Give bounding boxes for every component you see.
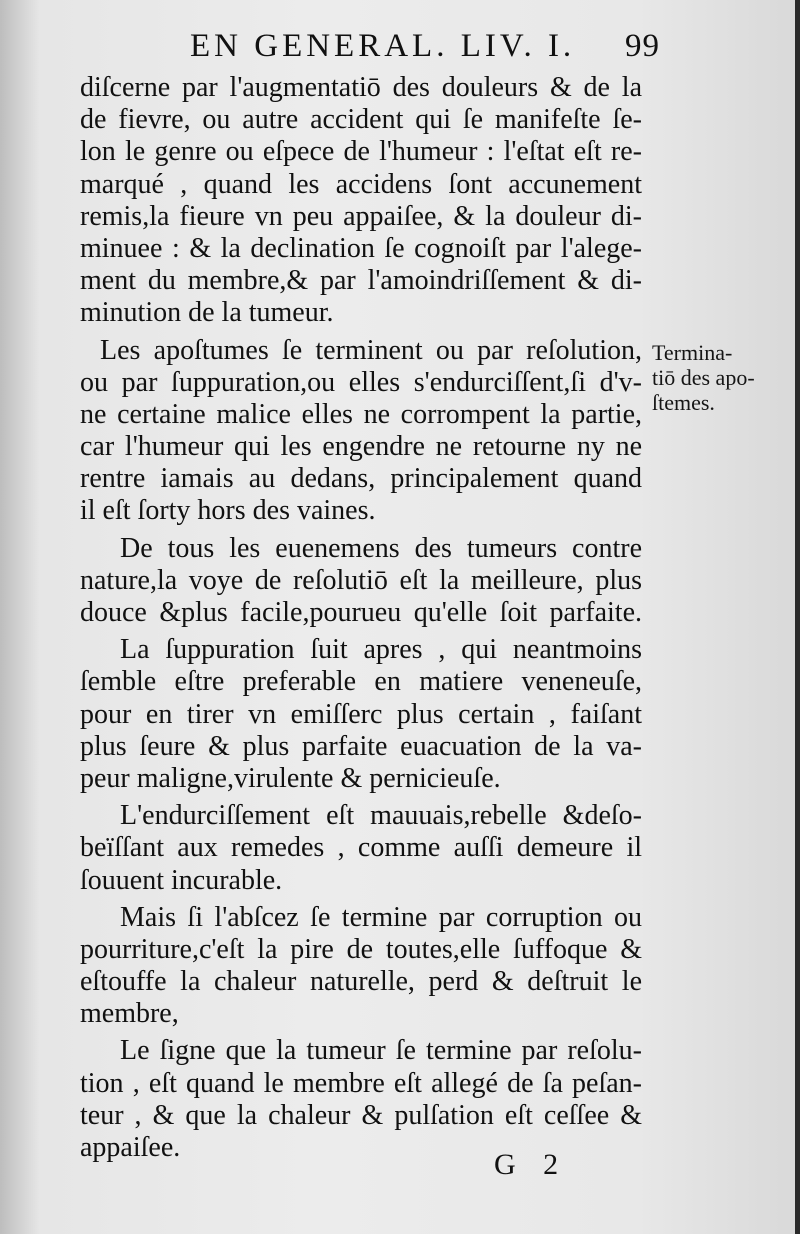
paragraph-5 xyxy=(80,800,642,897)
text-line: remis,la fieure vn peu appaiſee, & la douleur di- xyxy=(80,200,642,232)
paragraph-7 xyxy=(80,1035,642,1164)
signature-mark: G 2 xyxy=(494,1148,569,1181)
text-line: beïſſant aux remedes , comme auſſi demeure il xyxy=(80,832,642,864)
body-text xyxy=(80,72,642,1164)
page-number: 99 xyxy=(625,28,660,64)
paragraph-4 xyxy=(80,634,642,795)
text-line: Les apoſtumes ſe terminent ou par reſolution, xyxy=(100,334,642,366)
text-line: il eſt ſorty hors des vaines. xyxy=(80,495,376,527)
text-line: pour en tirer vn emiſſerc plus certain , faiſant xyxy=(80,698,642,730)
running-header xyxy=(190,28,660,65)
text-line: eſtouffe la chaleur naturelle, perd & deſtruit le xyxy=(80,966,642,998)
text-line: membre, xyxy=(80,998,179,1030)
text-line: ou par ſuppuration,ou elles s'endurciſſent,ſi d'v- xyxy=(80,366,642,398)
text-line: car l'humeur qui les engendre ne retourne ny ne xyxy=(80,431,642,463)
margin-note-line: Termina- xyxy=(652,340,733,365)
text-line: lon le genre ou eſpece de l'humeur : l'eſtat eſt re- xyxy=(80,136,642,168)
text-line: Mais ſi l'abſcez ſe termine par corruption ou xyxy=(120,901,642,933)
margin-note-line: tiō des apo- xyxy=(652,365,755,390)
paragraph-3 xyxy=(80,533,642,630)
text-line: ſemble eſtre preferable en matiere veneneuſe, xyxy=(80,666,642,698)
text-line: pourriture,c'eſt la pire de toutes,elle ſuffoque & xyxy=(80,933,642,965)
text-line: teur , & que la chaleur & pulſation eſt ceſſee & xyxy=(80,1099,642,1131)
text-line: L'endurciſſement eſt mauuais,rebelle &deſo- xyxy=(120,800,642,832)
text-line: rentre iamais au dedans, principalement quand xyxy=(80,463,642,495)
running-title: EN GENERAL. LIV. I. xyxy=(190,28,576,64)
text-line: De tous les euenemens des tumeurs contre xyxy=(120,532,642,564)
text-line: de fievre, ou autre accident qui ſe manifeſte ſe- xyxy=(80,104,642,136)
text-line: La ſuppuration ſuit apres , qui neantmoins xyxy=(120,634,642,666)
paragraph-6 xyxy=(80,902,642,1031)
text-line: minuee : & la declination ſe cognoiſt par l'alege- xyxy=(80,232,642,264)
margin-note-line: ſtemes. xyxy=(652,390,715,415)
text-line: minution de la tumeur. xyxy=(80,297,334,329)
margin-note xyxy=(652,340,792,415)
text-line: Le ſigne que la tumeur ſe termine par reſolu- xyxy=(120,1035,642,1067)
text-line: nature,la voye de reſolutiō eſt la meilleure, plus xyxy=(80,564,642,596)
paragraph-2 xyxy=(80,335,642,528)
text-line: douce &plus facile,pourueu qu'elle ſoit parfaite. xyxy=(80,597,642,628)
text-line: plus ſeure & plus parfaite euacuation de la va- xyxy=(80,730,642,762)
text-line: ſouuent incurable. xyxy=(80,864,283,896)
paragraph-1 xyxy=(80,72,642,330)
text-line: peur maligne,virulente & pernicieuſe. xyxy=(80,762,501,794)
text-line: ne certaine malice elles ne corrompent la partie, xyxy=(80,398,642,430)
text-line: diſcerne par l'augmentatiō des douleurs & de la xyxy=(80,72,642,103)
text-line: appaiſee. xyxy=(80,1132,181,1163)
text-line: tion , eſt quand le membre eſt allegé de ſa peſan- xyxy=(80,1067,642,1099)
text-line: ment du membre,& par l'amoindriſſement & di- xyxy=(80,265,642,297)
text-line: marqué , quand les accidens ſont accunement xyxy=(80,168,642,200)
